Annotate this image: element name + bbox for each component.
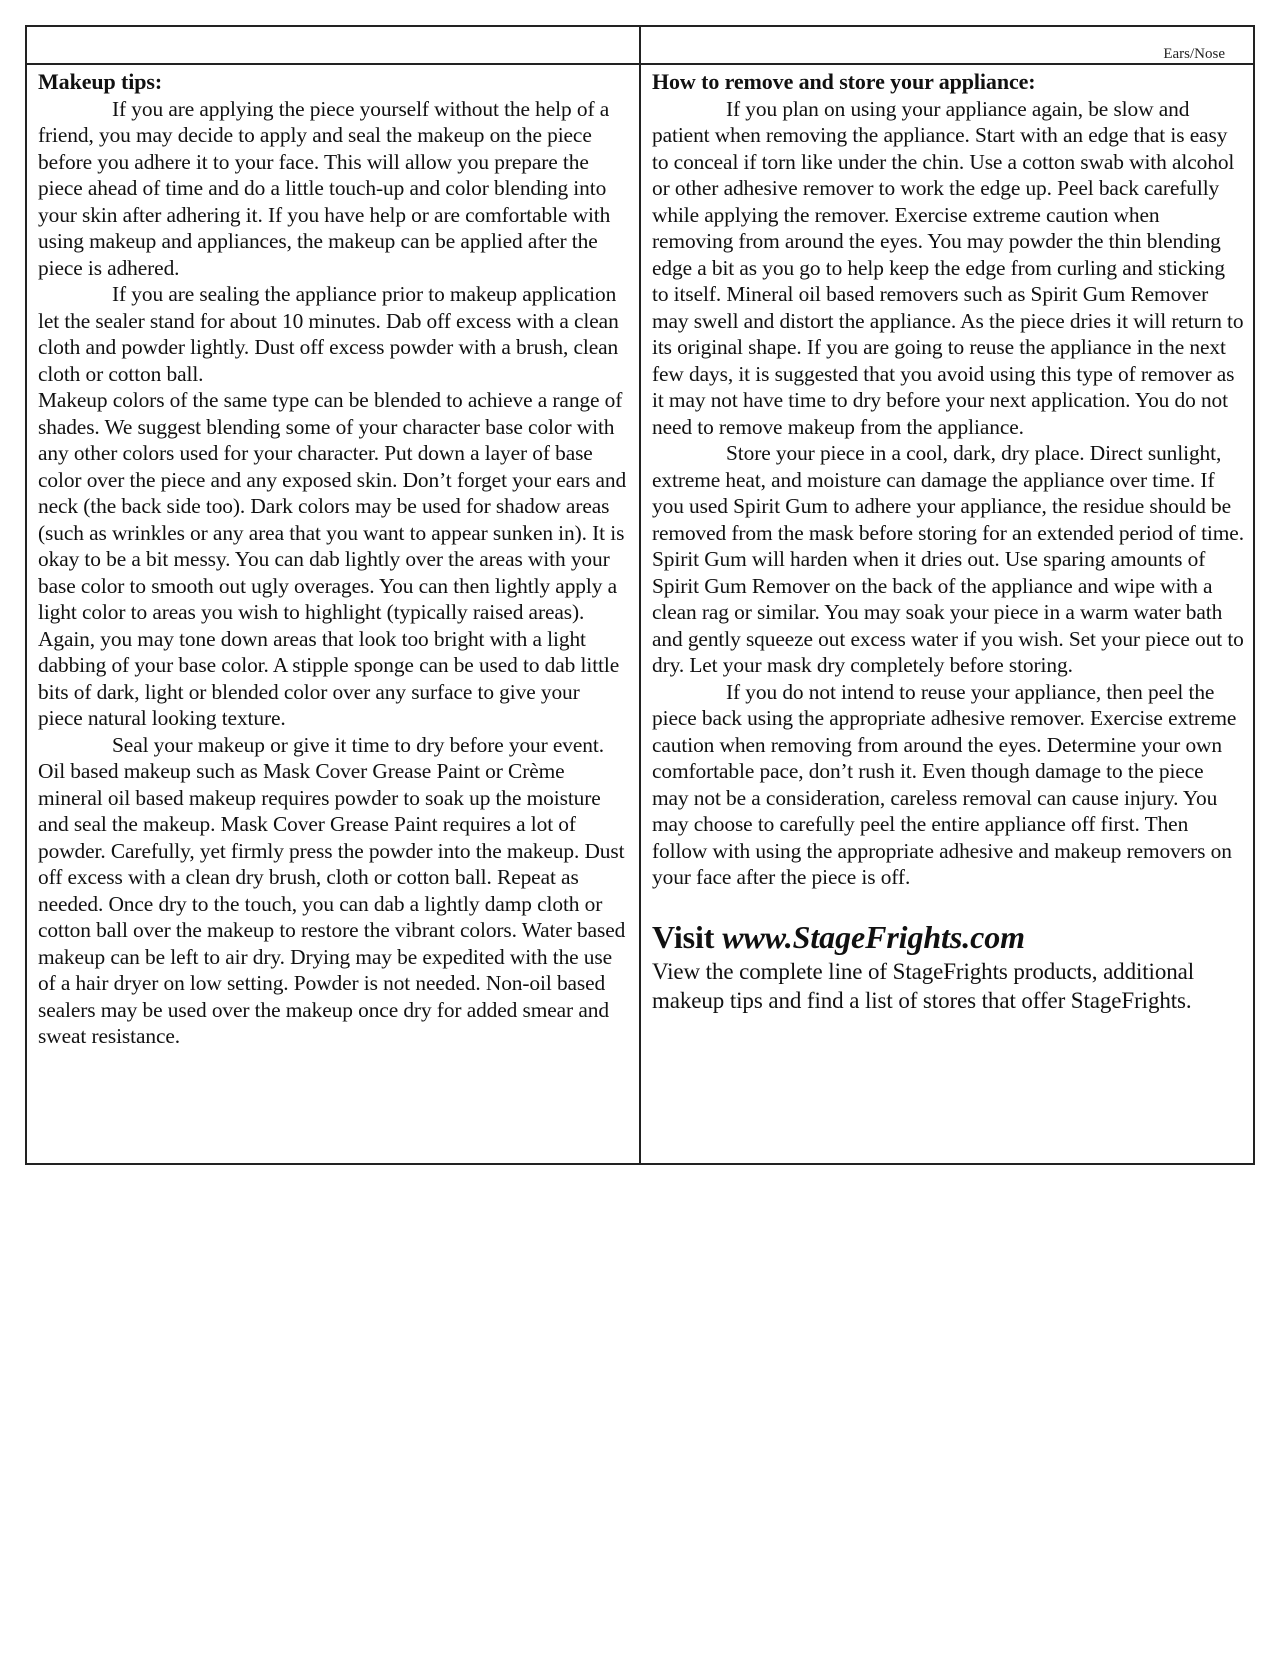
website-link[interactable]: www.StageFrights.com — [722, 918, 1025, 955]
product-label: Ears/Nose — [1163, 46, 1225, 62]
left-header-row — [27, 27, 639, 65]
right-column — [641, 27, 1253, 1163]
remove-store-paragraph-1: If you plan on using your appliance again, be slow and patient when removing the appliance. Start with an edge that is easy to conceal if torn like under the chin. Use a cotton swab with alcohol or other adhesive remover to work the edge up. Peel back carefully while applying the remover. Exercise extreme caution when removing from around the eyes. You may powder the thin blending edge a bit as you go to help keep the edge from curling and sticking to itself. Mineral oil based removers such as Spirit Gum Remover may swell and distort the appliance. As the piece dries it will return to its original shape. If you are going to reuse the appliance in the next few days, it is suggested that you avoid using this type of remover as it may not have time to dry before your next application. You do not need to remove makeup from the appliance. — [652, 96, 1244, 439]
makeup-tips-paragraph-3: Makeup colors of the same type can be blended to achieve a range of shades. We suggest blending some of your character base color with any other colors used for your character. Put down a layer of base color over the piece and any exposed skin. Don’t forget your ears and neck (the back side too). Dark colors may be used for shadow areas (such as wrinkles or any area that you want to appear sunken in). It is okay to be a bit messy. You can dab lightly over the areas with your base color to smooth out ugly overages. You can then lightly apply a light color to areas you wish to highlight (typically raised areas). Again, you may tone down areas that look too bright with a light dabbing of your base color. A stipple sponge can be used to dab little bits of dark, light or blended color over any surface to give your piece natural looking texture. — [38, 388, 627, 730]
instruction-sheet — [25, 25, 1255, 1165]
remove-store-paragraph-3: If you do not intend to reuse your appliance, then peel the piece back using the appropriate adhesive remover. Exercise extreme caution when removing from around the eyes. Determine your own comfortable pace, don’t rush it. Even though damage to the piece may not be a consideration, careless removal can cause injury. You may choose to carefully peel the entire appliance off first. Then follow with using the appropriate adhesive and makeup removers on your face after the piece is off. — [652, 679, 1237, 889]
makeup-tips-paragraph-2: If you are sealing the appliance prior to makeup application let the sealer stand for about 10 minutes. Dab off excess with a clean cloth and powder lightly. Dust off excess powder with a brush, clean cloth or cotton ball. — [38, 282, 619, 386]
remove-store-section — [652, 69, 1245, 1015]
right-header-row — [641, 27, 1253, 65]
left-column — [27, 27, 641, 1163]
visit-heading — [652, 917, 1245, 957]
visit-word: Visit — [652, 918, 715, 955]
makeup-tips-heading: Makeup tips: — [38, 69, 163, 94]
visit-description: View the complete line of StageFrights products, additional makeup tips and find a list of stores that offer StageFrights. — [652, 958, 1195, 1013]
makeup-tips-paragraph-1: If you are applying the piece yourself without the help of a friend, you may decide to apply and seal the makeup on the piece before you adhere it to your face. This will allow you prepare the piece ahead of time and do a little touch-up and color blending into your skin after adhering it. If you have help or are comfortable with using makeup and appliances, the makeup can be applied after the piece is adhered. — [38, 96, 611, 280]
makeup-tips-section — [38, 69, 629, 1050]
remove-store-paragraph-2: Store your piece in a cool, dark, dry place. Direct sunlight, extreme heat, and moisture can damage the appliance over time. If you used Spirit Gum to adhere your appliance, the residue should be removed from the mask before storing for an extended period of time. Spirit Gum will harden when it dries out. Use sparing amounts of Spirit Gum Remover on the back of the appliance and wipe with a clean rag or similar. You may soak your piece in a warm water bath and gently squeeze out excess water if you wish. Set your piece out to dry. Let your mask dry completely before storing. — [652, 441, 1244, 677]
makeup-tips-paragraph-4: Seal your makeup or give it time to dry before your event. Oil based makeup such as Mask Cover Grease Paint or Crème mineral oil based makeup requires powder to soak up the moisture and seal the makeup. Mask Cover Grease Paint requires a lot of powder. Carefully, yet firmly press the powder into the makeup. Dust off excess with a clean dry brush, cloth or cotton ball. Repeat as needed. Once dry to the touch, you can dab a lightly damp cloth or cotton ball over the makeup to restore the vibrant colors. Water based makeup can be left to air dry. Drying may be expedited with the use of a hair dryer on low setting. Powder is not needed. Non-oil based sealers may be used over the makeup once dry for added smear and sweat resistance. — [38, 732, 626, 1048]
remove-store-heading: How to remove and store your appliance: — [652, 69, 1036, 94]
